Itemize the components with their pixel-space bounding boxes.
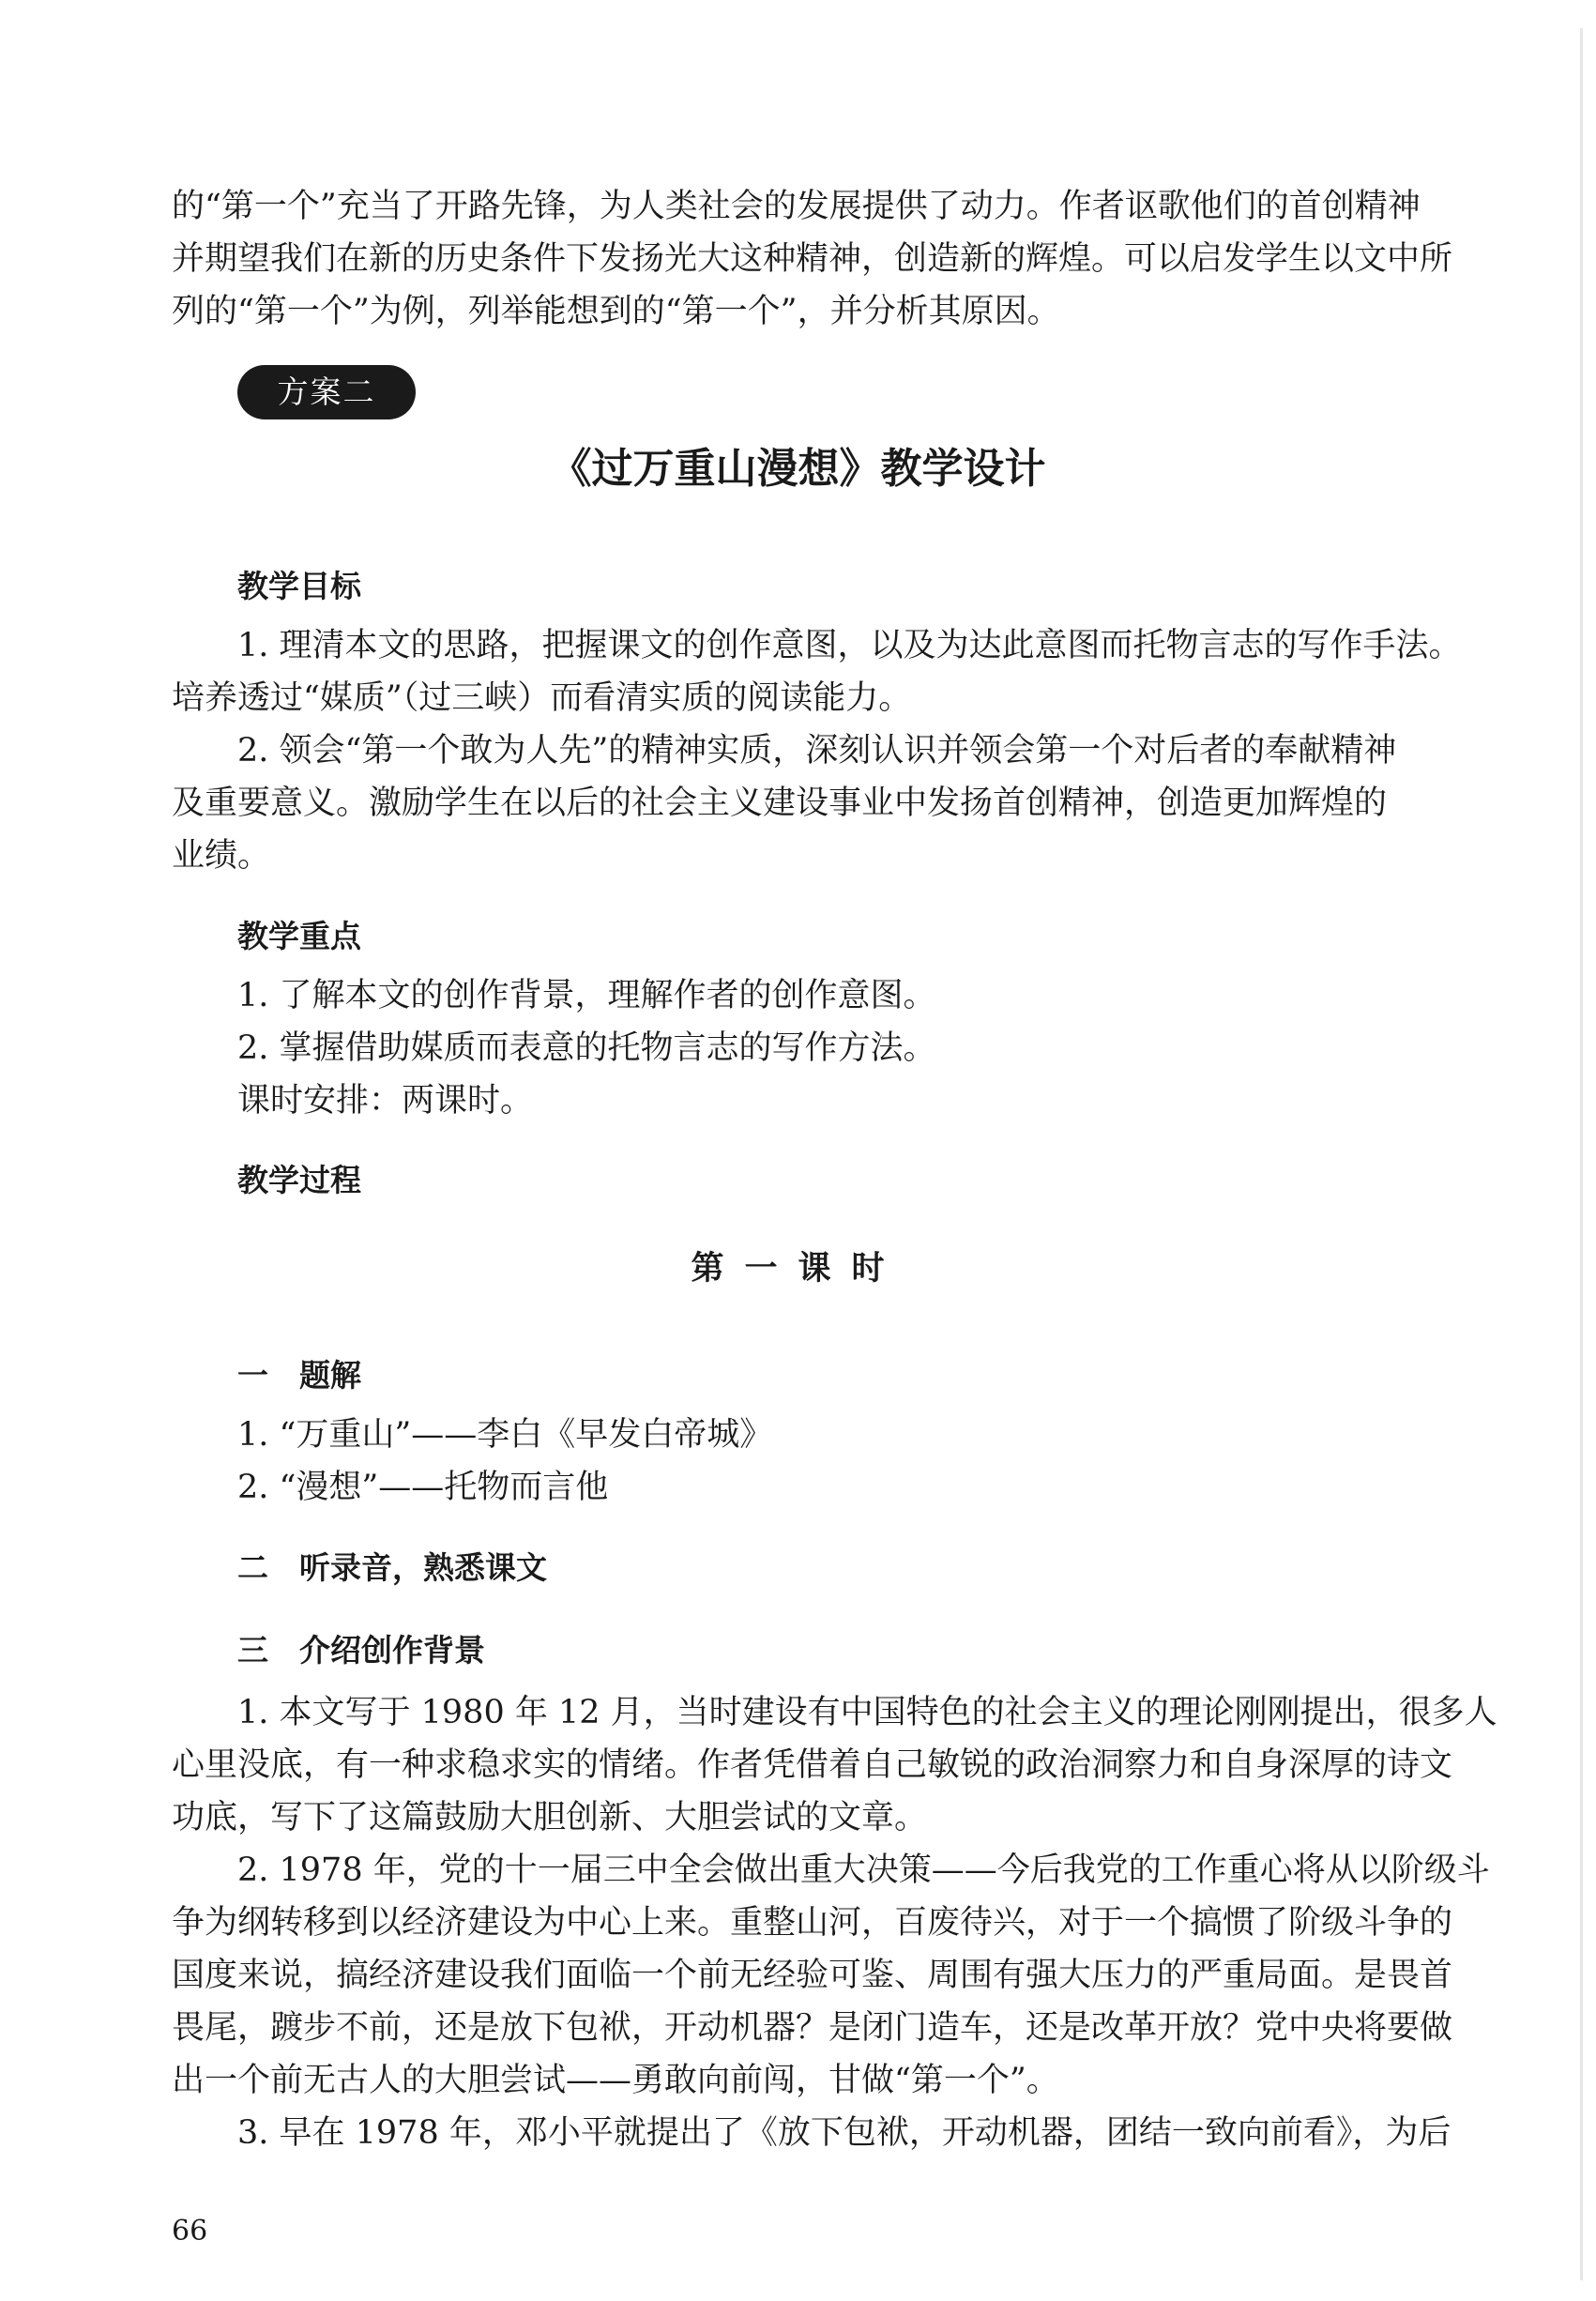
section-3-line-4: 2. 1978 年，党的十一届三中全会做出重大决策——今后我党的工作重心将从以阶级斗 (237, 1851, 1490, 1889)
section-2-heading: 二 听录音，熟悉课文 (237, 1549, 547, 1586)
section-3-line-5: 争为纲转移到以经济建设为中心上来。重整山河，百废待兴，对于一个搞惯了阶级斗争的 (172, 1904, 1453, 1942)
section-3-line-3: 功底，写下了这篇鼓励大胆创新、大胆尝试的文章。 (172, 1799, 928, 1836)
intro-line-2: 并期望我们在新的历史条件下发扬光大这种精神，创造新的辉煌。可以启发学生以文中所 (172, 240, 1453, 278)
schedule-text: 课时安排：两课时。 (237, 1082, 534, 1120)
section-3-line-2: 心里没底，有一种求稳求实的情绪。作者凭借着自己敏锐的政治洞察力和自身深厚的诗文 (172, 1746, 1453, 1784)
section-3-line-7: 畏尾，踱步不前，还是放下包袱，开动机器？是闭门造车，还是改革开放？党中央将要做 (172, 2009, 1453, 2047)
process-heading: 教学过程 (237, 1162, 361, 1198)
intro-line-3: 列的“第一个”为例，列举能想到的“第一个”，并分析其原因。 (172, 293, 1060, 330)
goals-line-1: 1. 理清本文的思路，把握课文的创作意图，以及为达此意图而托物言志的写作手法。 (237, 627, 1462, 664)
focus-item-2: 2. 掌握借助媒质而表意的托物言志的写作方法。 (237, 1029, 936, 1067)
focus-item-1: 1. 了解本文的创作背景，理解作者的创作意图。 (237, 977, 936, 1014)
goals-heading: 教学目标 (237, 568, 361, 604)
goals-line-3: 2. 领会“第一个敢为人先”的精神实质，深刻认识并领会第一个对后者的奉献精神 (237, 732, 1397, 770)
page-edge-shadow (1580, 28, 1583, 2280)
page-number: 66 (172, 2215, 208, 2248)
section-3-heading: 三 介绍创作背景 (237, 1632, 485, 1669)
section-1-item-2: 2. “漫想”——托物而言他 (237, 1469, 609, 1506)
intro-line-1: 的“第一个”充当了开路先锋，为人类社会的发展提供了动力。作者讴歌他们的首创精神 (172, 188, 1421, 225)
section-3-line-8: 出一个前无古人的大胆尝试——勇敢向前闯，甘做“第一个”。 (172, 2062, 1059, 2099)
section-1-heading: 一 题解 (237, 1357, 361, 1394)
focus-heading: 教学重点 (237, 918, 361, 954)
lesson-title: 第一课时 (691, 1250, 905, 1288)
section-3-line-6: 国度来说，搞经济建设我们面临一个前无经验可鉴、周围有强大压力的严重局面。是畏首 (172, 1957, 1453, 1994)
goals-line-4: 及重要意义。激励学生在以后的社会主义建设事业中发扬首创精神，创造更加辉煌的 (172, 785, 1388, 822)
goals-line-5: 业绩。 (172, 837, 271, 875)
section-3-line-9: 3. 早在 1978 年，邓小平就提出了《放下包袱，开动机器，团结一致向前看》，为后 (237, 2114, 1452, 2152)
goals-line-2: 培养透过“媒质”（过三峡）而看清实质的阅读能力。 (172, 679, 912, 717)
section-1-item-1: 1. “万重山”——李白《早发白帝城》 (237, 1416, 773, 1454)
section-3-line-1: 1. 本文写于 1980 年 12 月，当时建设有中国特色的社会主义的理论刚刚提出，很多人 (237, 1694, 1497, 1731)
plan-badge: 方案二 (237, 365, 416, 419)
document-title: 《过万重山漫想》教学设计 (550, 445, 1046, 493)
